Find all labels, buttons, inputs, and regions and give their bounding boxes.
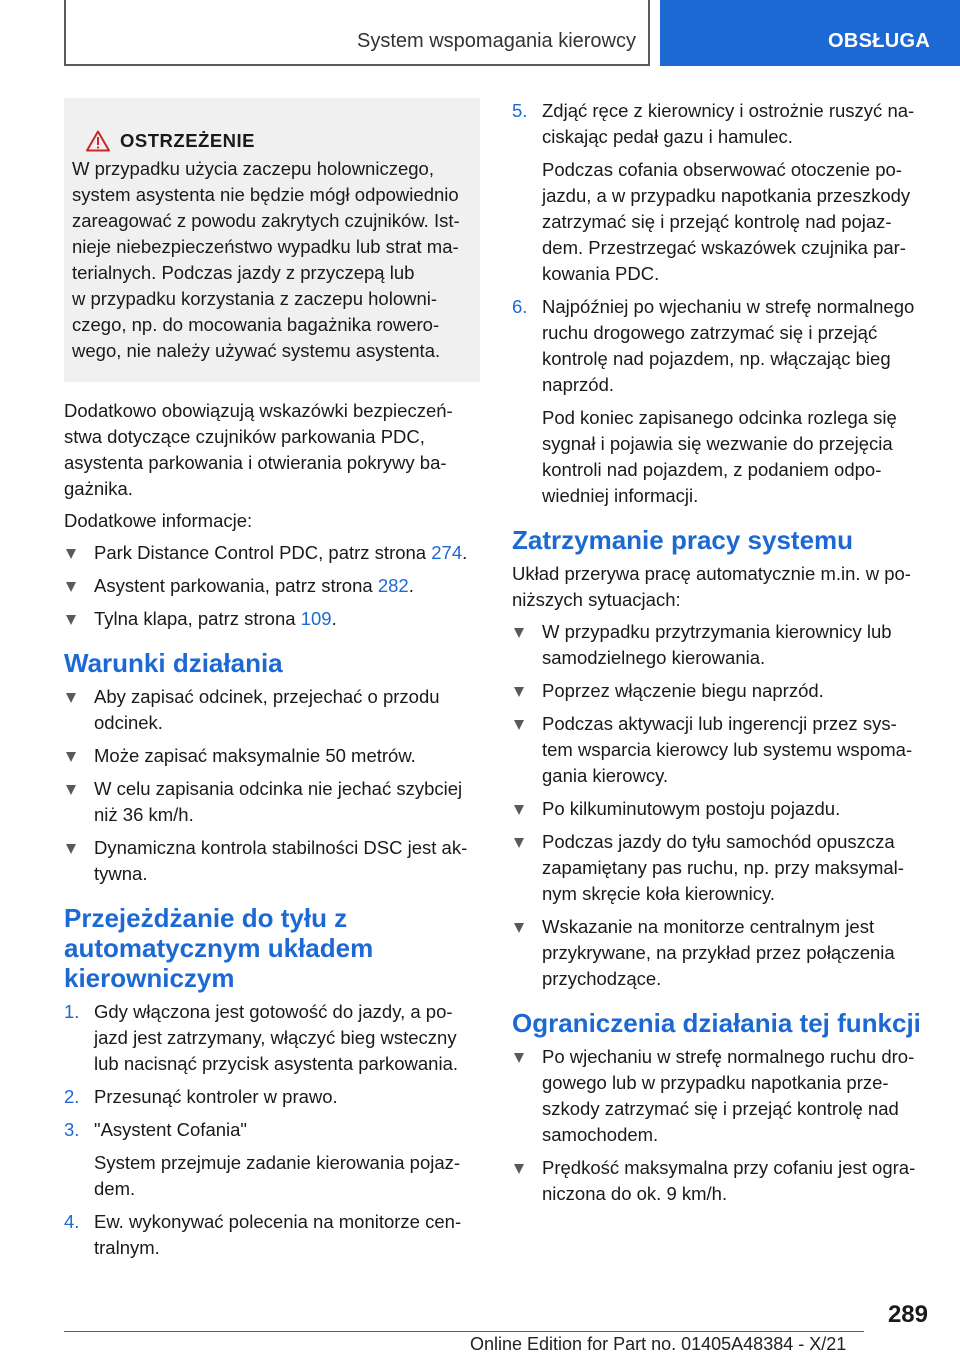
conditions-list [64,684,480,887]
list-item: Asystent parkowania, patrz strona 282. [64,573,480,599]
bullet-triangle-icon [64,776,94,828]
warning-box [64,98,480,382]
bullet-triangle-icon [512,619,542,671]
reverse-steps [64,999,480,1261]
text-line: nieje niebezpieczeństwo wypadku lub strat ma- [72,236,459,257]
text-line: stwa dotyczące czujników parkowania PDC, [64,426,425,447]
text-line: terialnych. Podczas jazdy z przyczepą lub [72,262,415,283]
left-column [64,98,480,1268]
stop-list [512,619,928,992]
bullet-triangle-icon [512,829,542,907]
text-line: system asystenta nie będzie mógł odpowiednio [72,184,459,205]
step-item: 5. Zdjąć ręce z kierownicy i ostrożnie ruszyć na- ciskając pedał gazu i hamulec. [512,98,928,150]
page-link[interactable]: 274 [431,542,463,563]
stop-intro: Układ przerywa pracę automatycznie m.in. w po- niższych sytuacjach: [512,563,911,610]
text-line: W przypadku użycia zaczepu holowniczego, [72,158,434,179]
text-line: czego, np. do mocowania bagażnika rowero- [72,314,440,335]
step-item: 3. "Asystent Cofania" [64,1117,480,1143]
list-item: Wskazanie na monitorze centralnym jest przykrywane, na przykład przez połączenia przychodzące. [512,914,928,992]
heading-reverse: Przejeżdżanie do tyłu z automatycznym układem kierowniczym [64,903,374,993]
step-note: Podczas cofania obserwować otoczenie po- jazdu, a w przypadku napotkania przeszkody zatrzymać się i przejąć kontrolę nad pojaz- dem. Przestrzegać wskazówek czujnika par- kowania PDC. [542,159,911,284]
step-note: System przejmuje zadanie kierowania pojaz- dem. [94,1152,461,1199]
bullet-triangle-icon [512,914,542,992]
text-line: gażnika. [64,478,133,499]
chapter-tab[interactable] [660,0,960,66]
bullet-triangle-icon [64,540,94,566]
list-item: Po wjechaniu w strefę normalnego ruchu dro- gowego lub w przypadku napotkania prze- szkody zatrzymać się i przejąć kontrolę nad samochodem. [512,1044,928,1148]
list-item: Podczas aktywacji lub ingerencji przez sys- tem wsparcia kierowcy lub systemu wspoma- gania kierowcy. [512,711,928,789]
text-line: w przypadku korzystania z zaczepu holowni- [72,288,438,309]
list-item: W przypadku przytrzymania kierownicy lub samodzielnego kierowania. [512,619,928,671]
bullet-triangle-icon [64,835,94,887]
text-line: wego, nie należy używać systemu asystenta. [72,340,441,361]
step-number: 6. [512,296,528,317]
list-item: Prędkość maksymalna przy cofaniu jest ogra- niczona do ok. 9 km/h. [512,1155,928,1207]
page-link[interactable]: 109 [300,608,332,629]
bullet-triangle-icon [64,573,94,599]
bullet-triangle-icon [512,711,542,789]
list-item: Po kilkuminutowym postoju pojazdu. [512,796,928,822]
step-number: 2. [64,1086,80,1107]
bullet-triangle-icon [512,796,542,822]
warning-header [86,130,472,152]
bullet-triangle-icon [64,606,94,632]
list-item: Tylna klapa, patrz strona 109. [64,606,480,632]
bullet-triangle-icon [512,1155,542,1207]
page-number: 289 [887,1301,928,1328]
warning-triangle-icon [86,130,110,152]
heading-limits: Ograniczenia działania tej funkcji [512,1008,921,1038]
footer-divider [64,1331,864,1332]
text-line: zareagować z powodu zakrytych czujników. Ist- [72,210,460,231]
warning-title: OSTRZEŻENIE [120,130,256,151]
bullet-triangle-icon [64,684,94,736]
heading-stop: Zatrzymanie pracy systemu [512,525,854,555]
footer-edition: Online Edition for Part no. 01405A48384 - X/21 [470,1334,847,1354]
text-line: asystenta parkowania i otwierania pokrywy ba- [64,452,447,473]
reference-list [64,540,480,632]
reverse-steps-continued [512,98,928,509]
chapter-tab-label: OBSŁUGA [828,30,931,52]
step-item: 6. Najpóźniej po wjechaniu w strefę normalnego ruchu drogowego zatrzymać się i przejąć kontrolę nad pojazdem, np. włączając bieg naprzód. [512,294,928,398]
text-line: Dodatkowo obowiązują wskazówki bezpieczeń- [64,400,453,421]
limits-list [512,1044,928,1207]
step-item: 4. Ew. wykonywać polecenia na monitorze cen- tralnym. [64,1209,480,1261]
warning-text [72,156,472,364]
step-item: 1. Gdy włączona jest gotowość do jazdy, a po- jazd jest zatrzymany, włączyć bieg wsteczny lub nacisnąć przycisk asystenta parkowania. [64,999,480,1077]
list-item: Poprzez włączenie biegu naprzód. [512,678,928,704]
step-number: 1. [64,1001,80,1022]
step-item: 2. Przesunąć kontroler w prawo. [64,1084,480,1110]
step-number: 4. [64,1211,80,1232]
page-link[interactable]: 282 [377,575,409,596]
intro-paragraph [64,398,480,502]
bullet-triangle-icon [512,678,542,704]
right-column [512,98,928,1214]
section-title: System wspomagania kierowcy [357,30,636,52]
list-item: Może zapisać maksymalnie 50 metrów. [64,743,480,769]
page-header [64,0,960,66]
heading-conditions: Warunki działania [64,648,283,678]
list-item: W celu zapisania odcinka nie jechać szybciej niż 36 km/h. [64,776,480,828]
list-item: Aby zapisać odcinek, przejechać o przodu odcinek. [64,684,480,736]
bullet-triangle-icon [64,743,94,769]
list-item: Dynamiczna kontrola stabilności DSC jest ak- tywna. [64,835,480,887]
more-info-label: Dodatkowe informacje: [64,510,253,531]
step-note: Pod koniec zapisanego odcinka rozlega się sygnał i pojawia się wezwanie do przejęcia kontroli nad pojazdem, z podaniem odpo- wiedniej informacji. [542,407,897,506]
step-number: 3. [64,1119,80,1140]
header-title-box [64,0,650,66]
step-number: 5. [512,100,528,121]
bullet-triangle-icon [512,1044,542,1148]
list-item: Podczas jazdy do tyłu samochód opuszcza zapamiętany pas ruchu, np. przy maksymal- nym skręcie koła kierownicy. [512,829,928,907]
list-item: Park Distance Control PDC, patrz strona 274. [64,540,480,566]
